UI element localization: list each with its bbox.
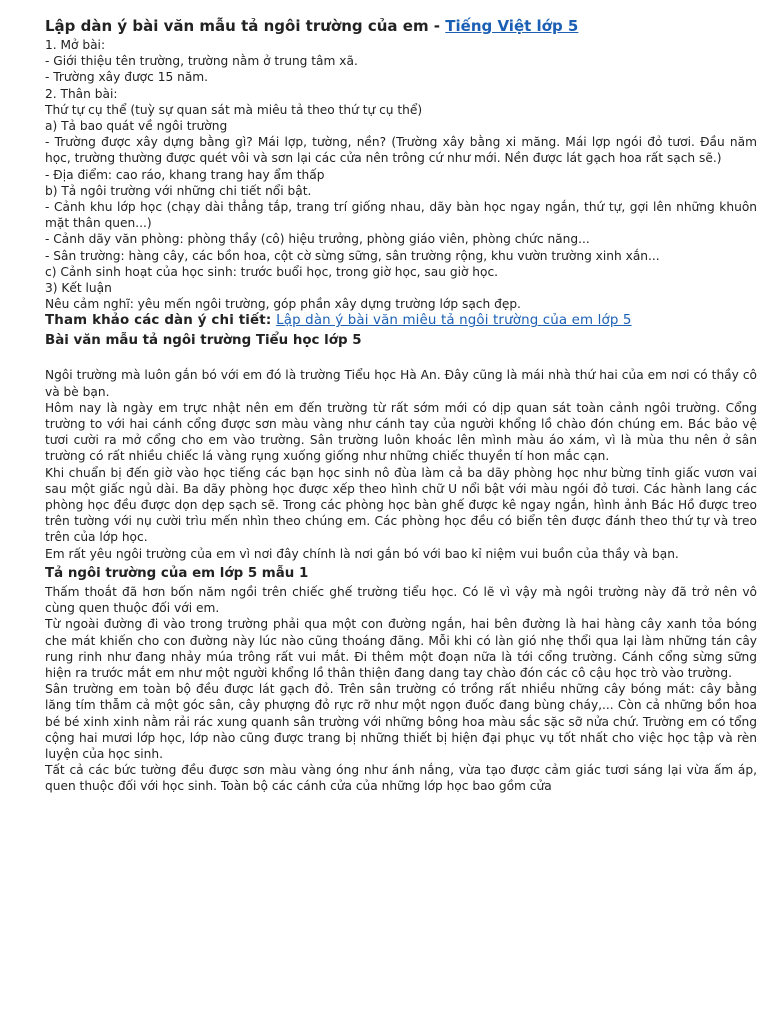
reference-label: Tham khảo các dàn ý chi tiết:: [45, 313, 277, 329]
essay-main-body: [45, 367, 757, 561]
body-heading: 2. Thân bài:: [45, 86, 118, 101]
page-title: [45, 15, 757, 37]
outline-section: [45, 37, 757, 312]
part-a-location: - Địa điểm: cao ráo, khang trang hay ẩm thấp: [45, 167, 325, 182]
grade-link[interactable]: Tiếng Việt lớp 5: [445, 17, 579, 35]
sample-paragraph: Sân trường em toàn bộ đều được lát gạch đỏ. Trên sân trường có trồng rất nhiều những cây bóng mát: cây bằng lăng tím thẫm cả một góc sân, cây phượng đỏ rực rỡ như một ngọn đuốc đang bùng cháy,... Còn cả những bồn hoa bé bé xinh xinh nằm rải rác xung quanh sân trường với những bông hoa màu sắc sặc sỡ nửa chứ. Trường em có tổng cộng hai mươi lớp học, lớp nào cũng được trang bị những thiết bị hiện đại phục vụ tốt nhất cho việc học tập và rèn luyện của học sinh.: [45, 682, 757, 761]
part-a-paragraph: - Trường được xây dựng bằng gì? Mái lợp, tường, nền? (Trường xây bằng xi măng. Mái lợp ngói đỏ tươi. Đầu năm học, trường thường được quét vôi và sơn lại các cửa nên trông cứ như mới. Nền được lát gạch hoa rất sạch sẽ.): [45, 135, 757, 166]
conclusion-heading: 3) Kết luận: [45, 281, 112, 296]
page-title-text: Lập dàn ý bài văn mẫu tả ngôi trường của em -: [45, 17, 446, 35]
part-b-offices: - Cảnh dãy văn phòng: phòng thầy (cô) hiệu trưởng, phòng giáo viên, phòng chức năng...: [45, 232, 590, 247]
essay-paragraph: Hôm nay là ngày em trực nhật nên em đến trường từ rất sớm mới có dịp quan sát toàn cảnh ngôi trường. Cổng trường to với hai cánh cổng được sơn màu vàng như cánh tay của người khổng lồ chào đón chúng em. Bác bảo vệ tươi cười ra mở cổng cho em vào trường. Sân trường luôn khoác lên mình màu áo xám, vì là mùa thu nên ở sân trường có rất nhiều chiếc lá vàng rụng xuống giống như những chiếc thuyền tí hon mắc cạn.: [45, 400, 757, 464]
part-b-yard: - Sân trường: hàng cây, các bồn hoa, cột cờ sừng sững, sân trường rộng, khu vườn trường xinh xắn...: [45, 248, 660, 263]
reference-link[interactable]: Lập dàn ý bài văn miêu tả ngôi trường của em lớp 5: [276, 313, 632, 329]
part-c-heading: c) Cảnh sinh hoạt của học sinh: trước buổi học, trong giờ học, sau giờ học.: [45, 264, 499, 279]
essay-paragraph: Em rất yêu ngôi trường của em vì nơi đây chính là nơi gắn bó với bao kỉ niệm vui buồn của thầy và bạn.: [45, 546, 679, 561]
intro-item: - Trường xây được 15 năm.: [45, 70, 209, 85]
document-page: [45, 15, 757, 795]
sample-paragraph: Từ ngoài đường đi vào trong trường phải qua một con đường ngắn, hai bên đường là hai hàng cây xanh tỏa bóng che mát khiến cho con đường này lúc nào cũng thoáng đãng. Mỗi khi có làn gió nhẹ thổi qua lại làm những tán cây rung rinh như đang nhảy múa trông rất vui mắt. Đi thêm một đoạn nữa là tới cổng trường. Cánh cổng sừng sững hiện ra trước mắt em như một người khổng lồ thân thiện đang dang tay chào đón các cô cậu học trò vào trường.: [45, 617, 757, 680]
part-a-heading: a) Tả bao quát về ngôi trường: [45, 119, 228, 134]
essay-heading: Bài văn mẫu tả ngôi trường Tiểu học lớp 5: [45, 333, 362, 349]
conclusion-text: Nêu cảm nghĩ: yêu mến ngôi trường, góp phần xây dựng trường lớp sạch đẹp.: [45, 297, 521, 312]
intro-heading: 1. Mở bài:: [45, 38, 106, 52]
essay-paragraph: Ngôi trường mà luôn gắn bó với em đó là trường Tiểu học Hà An. Đây cũng là mái nhà thứ hai của em nơi có thầy cô và bè bạn.: [45, 368, 757, 399]
part-b-classrooms: - Cảnh khu lớp học (chạy dài thẳng tắp, trang trí giống nhau, dãy bàn học ngay ngắn, thứ tự, gợi lên những khuôn mặt thân quen...): [45, 200, 757, 231]
part-b-heading: b) Tả ngôi trường với những chi tiết nổi bật.: [45, 183, 312, 198]
sample-paragraph: Thấm thoắt đã hơn bốn năm ngồi trên chiếc ghế trường tiểu học. Có lẽ vì vậy mà ngôi trường này đã trở nên vô cùng quen thuộc đối với em.: [45, 584, 757, 616]
order-note: Thứ tự cụ thể (tuỳ sự quan sát mà miêu tả theo thứ tự cụ thể): [45, 102, 423, 117]
sample-1-body: [45, 584, 757, 795]
spacer: [45, 351, 757, 367]
essay-paragraph: Khi chuẩn bị đến giờ vào học tiếng các bạn học sinh nô đùa làm cả ba dãy phòng học như bừng tỉnh giấc vươn vai sau một giấc ngủ dài. Ba dãy phòng học được xếp theo hình chữ U nổi bật với màu ngói đỏ tươi. Các hành lang các phòng học đều được dọn dẹp sạch sẽ. Trong các phòng học bàn ghế được kê ngay ngắn, hình ảnh Bác Hồ được treo trên tường với nụ cười trìu mến nhìn theo chúng em. Các phòng học đều có biển tên được đánh theo thứ tự và treo trên của lớp học.: [45, 465, 757, 545]
sample-paragraph: Tất cả các bức tường đều được sơn màu vàng óng như ánh nắng, vừa tạo được cảm giác tươi sáng lại vừa ấm áp, quen thuộc đối với học sinh. Toàn bộ các cánh cửa của những lớp học bao gồm cửa: [45, 763, 757, 794]
sample-1-heading: Tả ngôi trường của em lớp 5 mẫu 1: [45, 565, 309, 581]
intro-item: - Giới thiệu tên trường, trường nằm ở trung tâm xã.: [45, 54, 358, 69]
reference-line: [45, 312, 757, 329]
